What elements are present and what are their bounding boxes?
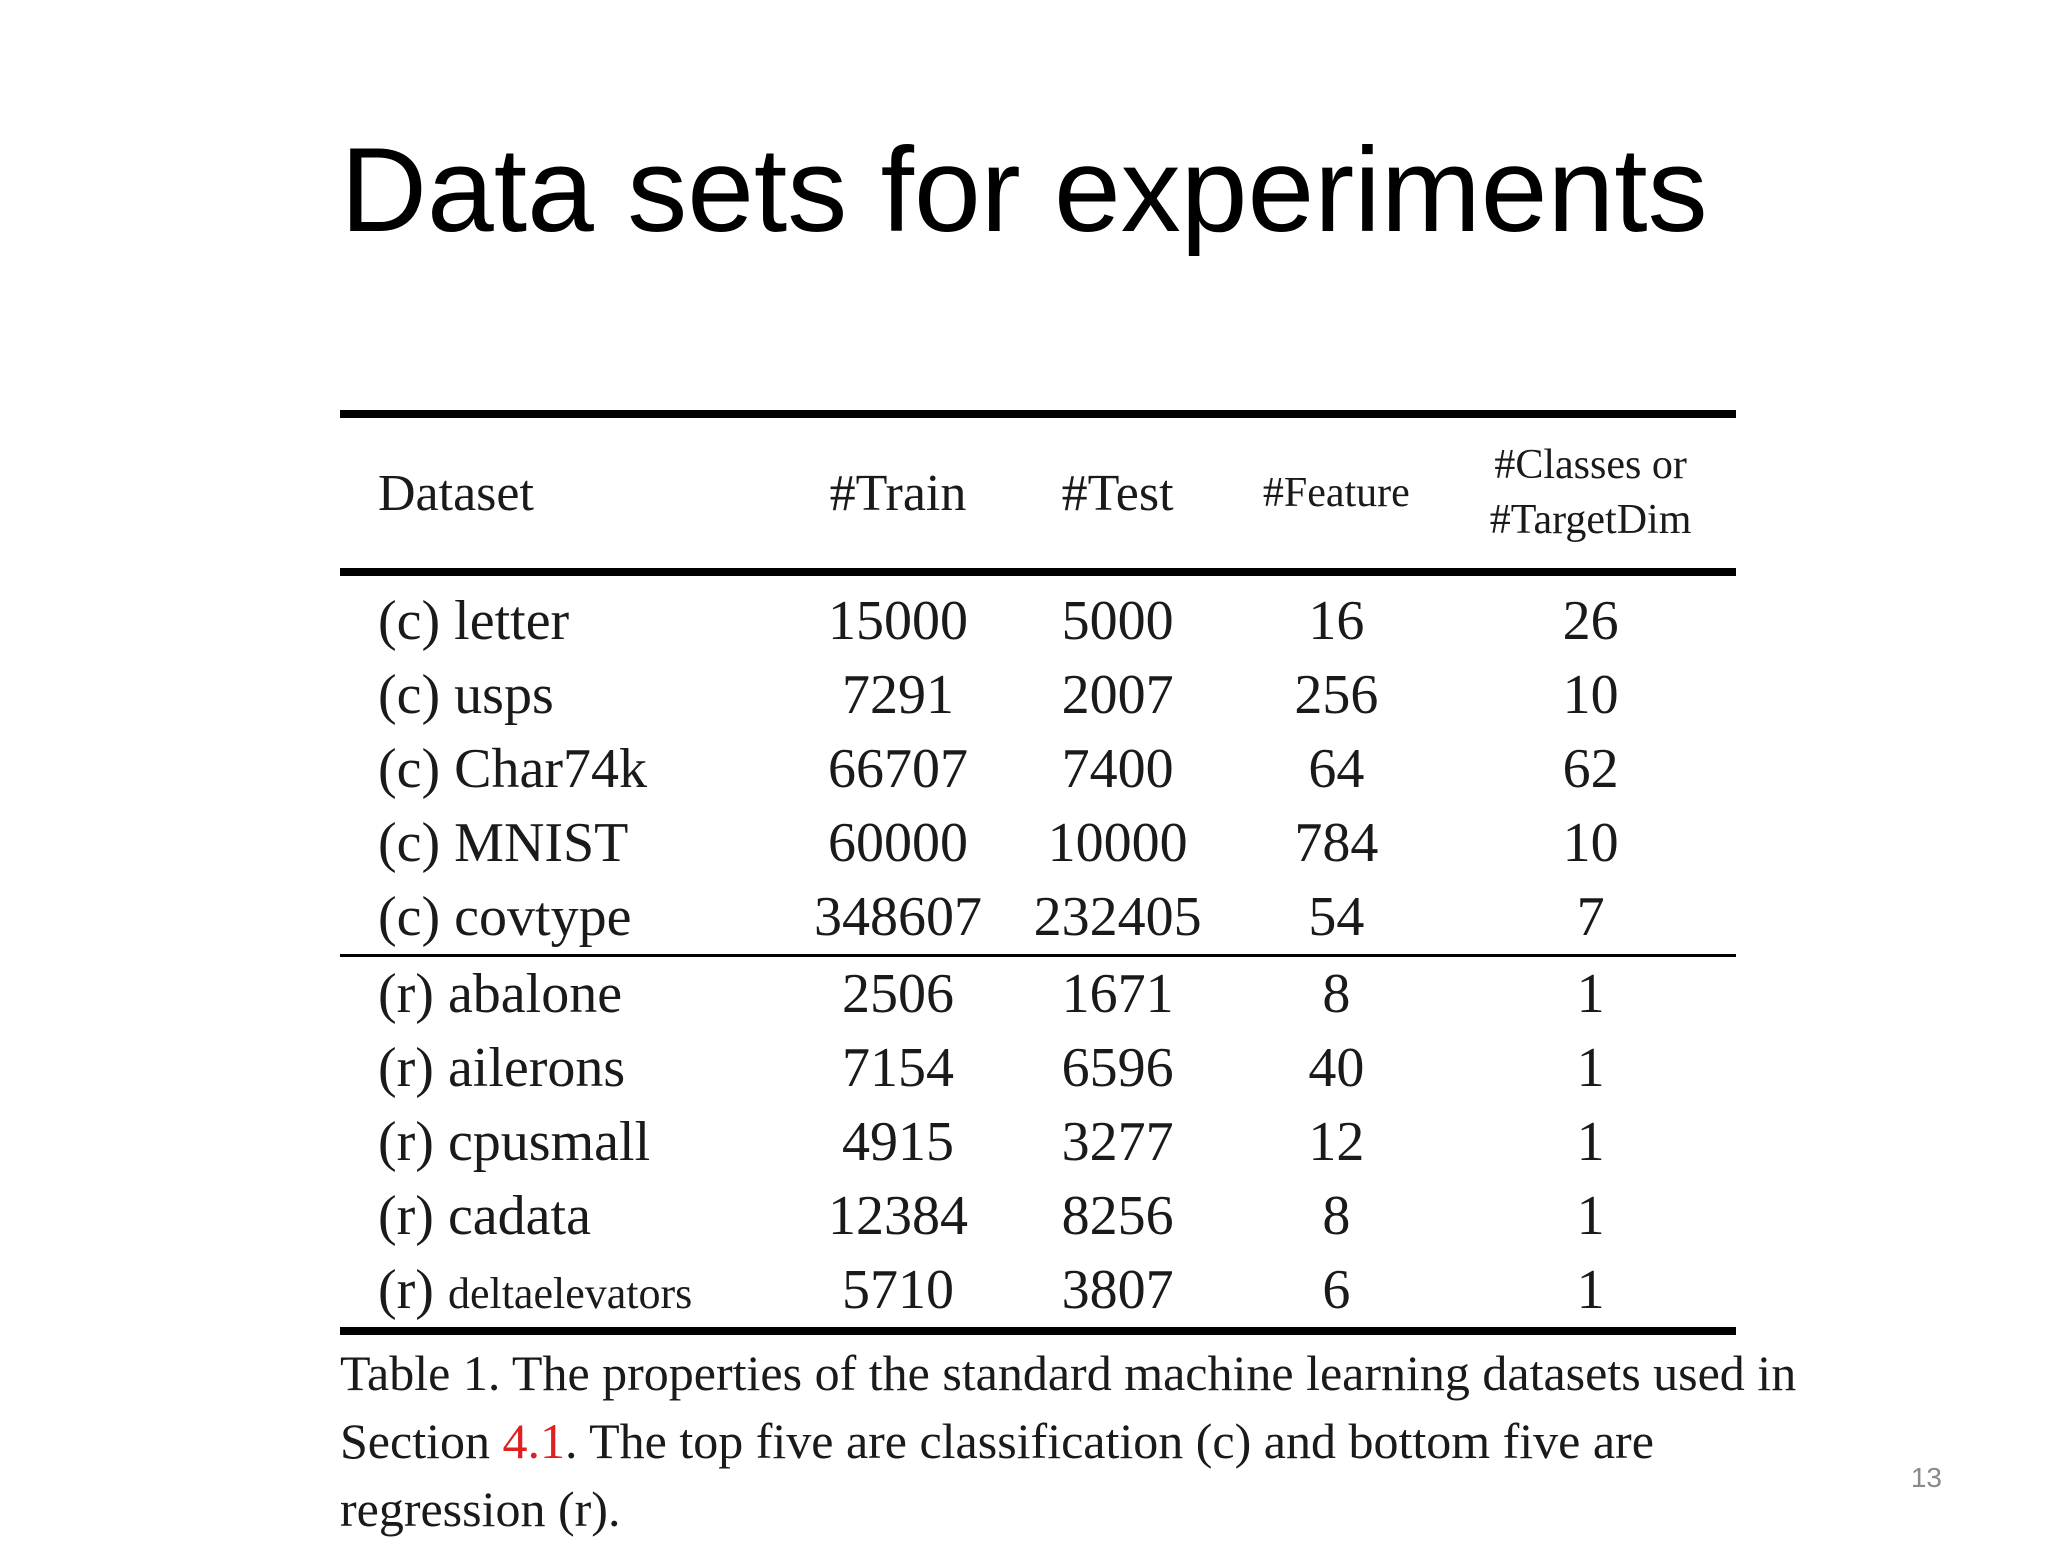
- dataset-type-prefix: (c): [378, 738, 441, 800]
- header-classes-line2: #TargetDim: [1489, 497, 1692, 543]
- header-classes: [1445, 414, 1736, 572]
- table-row: [340, 1031, 1736, 1105]
- cell-dataset: [340, 1031, 788, 1105]
- cell-test: 3807: [1008, 1253, 1228, 1331]
- dataset-name: abalone: [447, 963, 623, 1025]
- table-row: [340, 1179, 1736, 1253]
- caption-text-1: Table 1. The properties of the standard machine learning datasets used in Section: [340, 1345, 1797, 1469]
- dataset-type-prefix: (r): [378, 1259, 434, 1321]
- table-row: [340, 1105, 1736, 1179]
- cell-classes: 7: [1576, 886, 1605, 948]
- cell-dataset: [340, 1253, 788, 1331]
- cell-classes: 10: [1562, 812, 1619, 874]
- dataset-name: MNIST: [454, 812, 629, 874]
- cell-test: 232405: [1033, 886, 1202, 948]
- table-row: [340, 880, 1736, 956]
- dataset-type-prefix: (r): [378, 963, 434, 1025]
- cell-feature: 64: [1308, 738, 1365, 800]
- dataset-name: letter: [454, 590, 570, 652]
- dataset-type-prefix: (r): [378, 1037, 434, 1099]
- header-dataset: Dataset: [378, 464, 534, 522]
- cell-dataset: [340, 956, 788, 1032]
- classification-group: [340, 572, 1736, 956]
- cell-feature: 6: [1227, 1253, 1445, 1331]
- cell-feature: 784: [1294, 812, 1379, 874]
- cell-test: 10000: [1047, 812, 1188, 874]
- cell-train: 4915: [841, 1111, 954, 1173]
- cell-train: 5710: [788, 1253, 1008, 1331]
- cell-classes: 1: [1445, 1253, 1736, 1331]
- dataset-table-figure: [340, 410, 1797, 1543]
- cell-train: 15000: [827, 590, 968, 652]
- cell-feature: 54: [1308, 886, 1365, 948]
- cell-dataset: [340, 658, 788, 732]
- cell-feature: 12: [1308, 1111, 1365, 1173]
- cell-dataset: [340, 572, 788, 658]
- cell-classes: 10: [1562, 664, 1619, 726]
- cell-train: 7154: [841, 1037, 954, 1099]
- cell-dataset: [340, 732, 788, 806]
- dataset-type-prefix: (c): [378, 664, 441, 726]
- dataset-type-prefix: (c): [378, 590, 441, 652]
- cell-train: 66707: [827, 738, 968, 800]
- cell-classes: 1: [1576, 1037, 1605, 1099]
- table-header: [340, 414, 1736, 572]
- cell-dataset: [340, 1105, 788, 1179]
- header-classes-line1: #Classes or: [1494, 442, 1687, 489]
- cell-train: 348607: [813, 886, 982, 948]
- dataset-type-prefix: (r): [378, 1185, 434, 1247]
- dataset-name: cadata: [447, 1185, 591, 1247]
- cell-dataset: [340, 1179, 788, 1253]
- dataset-type-prefix: (c): [378, 812, 441, 874]
- cell-test: 6596: [1061, 1037, 1174, 1099]
- cell-test: 3277: [1061, 1111, 1174, 1173]
- cell-feature: 8: [1227, 956, 1445, 1032]
- dataset-name: cpusmall: [447, 1111, 651, 1173]
- table-row: [340, 732, 1736, 806]
- section-reference-link[interactable]: 4.1: [502, 1413, 565, 1469]
- cell-feature: 16: [1308, 590, 1365, 652]
- table-caption: [340, 1339, 1800, 1543]
- cell-classes: 1: [1576, 1185, 1605, 1247]
- slide-title: Data sets for experiments: [340, 123, 1708, 257]
- table-row: [340, 956, 1736, 1032]
- cell-test: 8256: [1061, 1185, 1174, 1247]
- header-test: #Test: [1061, 464, 1174, 522]
- dataset-name: deltaelevators: [447, 1269, 693, 1318]
- cell-train: 7291: [841, 664, 954, 726]
- dataset-table: [340, 410, 1736, 1335]
- table-row: [340, 658, 1736, 732]
- cell-test: 7400: [1061, 738, 1174, 800]
- cell-feature: 40: [1308, 1037, 1365, 1099]
- regression-group: [340, 956, 1736, 1332]
- cell-test: 2007: [1061, 664, 1174, 726]
- table-row: [340, 572, 1736, 658]
- dataset-name: ailerons: [447, 1037, 626, 1099]
- dataset-type-prefix: (c): [378, 886, 441, 948]
- cell-train: 12384: [827, 1185, 968, 1247]
- cell-test: 5000: [1061, 590, 1174, 652]
- caption-text-2: . The top five are classification (c) and bottom five are regression (r).: [340, 1413, 1654, 1537]
- cell-feature: 256: [1294, 664, 1379, 726]
- cell-classes: 26: [1562, 590, 1619, 652]
- header-feature: #Feature: [1262, 469, 1410, 516]
- dataset-name: Char74k: [454, 738, 648, 800]
- table-row: [340, 806, 1736, 880]
- table-row: [340, 1253, 1736, 1331]
- cell-train: 60000: [827, 812, 968, 874]
- cell-classes: 1: [1445, 956, 1736, 1032]
- dataset-name: usps: [454, 664, 554, 726]
- dataset-name: covtype: [454, 886, 632, 948]
- cell-feature: 8: [1322, 1185, 1351, 1247]
- header-train: #Train: [829, 464, 967, 522]
- cell-classes: 62: [1562, 738, 1619, 800]
- cell-test: 1671: [1008, 956, 1228, 1032]
- cell-train: 2506: [788, 956, 1008, 1032]
- dataset-type-prefix: (r): [378, 1111, 434, 1173]
- slide-page-number: 13: [1910, 1462, 1942, 1493]
- cell-dataset: [340, 806, 788, 880]
- cell-classes: 1: [1576, 1111, 1605, 1173]
- header-row: [340, 414, 1736, 572]
- cell-dataset: [340, 880, 788, 956]
